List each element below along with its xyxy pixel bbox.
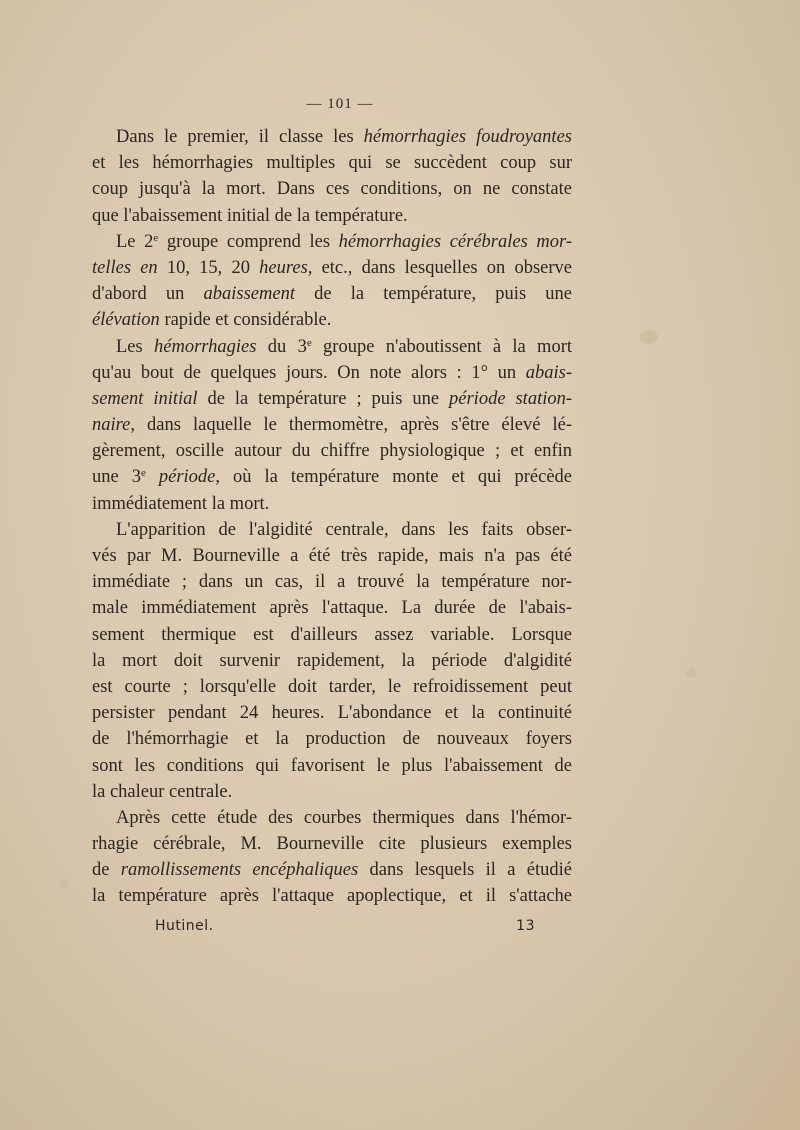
italic-phrase: période station- bbox=[449, 388, 573, 409]
text-line bbox=[92, 779, 572, 805]
text-run: immédiatement la mort. bbox=[92, 493, 270, 514]
italic-phrase: naire bbox=[92, 415, 131, 436]
footer-author: Hutinel. bbox=[155, 918, 214, 934]
text-line bbox=[92, 648, 572, 674]
text-run: groupe n'aboutissent à la mort bbox=[311, 336, 572, 357]
text-run: , où la température monte et qui précède bbox=[215, 467, 572, 488]
text-line bbox=[92, 412, 572, 438]
text-line bbox=[92, 726, 572, 752]
text-run: que l'abaissement initial de la température. bbox=[92, 205, 408, 226]
text-run: la chaleur centrale. bbox=[92, 781, 233, 802]
text-run: sont les conditions qui favorisent le plus l'abaissement de bbox=[92, 755, 572, 776]
superscript: e bbox=[306, 336, 312, 349]
italic-phrase: abaissement bbox=[203, 284, 295, 305]
italic-phrase: heures bbox=[259, 257, 308, 278]
text-line bbox=[92, 255, 572, 281]
text-run: est courte ; lorsqu'elle doit tarder, le refroidissement peut bbox=[92, 676, 572, 697]
text-line bbox=[92, 229, 572, 255]
text-line bbox=[92, 883, 572, 909]
page-footer bbox=[155, 918, 535, 940]
superscript: e bbox=[153, 231, 159, 244]
text-run: groupe comprend les bbox=[158, 231, 339, 252]
text-line bbox=[92, 517, 572, 543]
italic-phrase: hémorrhagies cérébrales mor- bbox=[338, 231, 573, 252]
italic-phrase: telles en bbox=[92, 257, 158, 278]
page-number: — 101 — bbox=[306, 96, 374, 112]
italic-phrase: élévation bbox=[92, 310, 160, 331]
text-line bbox=[92, 307, 572, 333]
text-run: du 3 bbox=[256, 336, 307, 357]
text-run: 10, 15, 20 bbox=[157, 257, 260, 278]
paper-stain bbox=[640, 330, 658, 344]
text-run: persister pendant 24 heures. L'abondance et la continuité bbox=[92, 703, 572, 724]
superscript: e bbox=[140, 467, 146, 480]
text-run: immédiate ; dans un cas, il a trouvé la température nor- bbox=[92, 572, 572, 593]
text-run: Le 2 bbox=[116, 231, 154, 252]
text-run: Après cette étude des courbes thermiques dans l'hémor- bbox=[116, 807, 572, 828]
text-line bbox=[92, 438, 572, 464]
text-run bbox=[146, 467, 159, 487]
text-run: L'apparition de l'algidité centrale, dans les faits obser- bbox=[116, 519, 572, 540]
text-run: une 3 bbox=[92, 467, 141, 488]
text-run: et les hémorrhagies multiples qui se succèdent coup sur bbox=[92, 153, 572, 174]
text-run: Les bbox=[116, 336, 155, 357]
text-line bbox=[92, 281, 572, 307]
italic-phrase: hémorrhagies foudroyantes bbox=[363, 127, 572, 147]
italic-phrase: hémorrhagies bbox=[154, 336, 257, 357]
text-run: rapide et considérable. bbox=[159, 310, 332, 331]
text-line bbox=[92, 543, 572, 569]
text-run: de la température, puis une bbox=[294, 284, 572, 305]
text-run: coup jusqu'à la mort. Dans ces conditions, on ne constate bbox=[92, 179, 572, 200]
italic-phrase: sement initial bbox=[92, 388, 198, 409]
text-line bbox=[92, 700, 572, 726]
text-run: rhagie cérébrale, M. Bourneville cite plusieurs exemples bbox=[92, 834, 572, 855]
text-run: de l'hémorrhagie et la production de nouveaux foyers bbox=[92, 729, 572, 750]
text-run: male immédiatement après l'attaque. La durée de l'abais- bbox=[92, 598, 572, 619]
italic-phrase: période bbox=[158, 467, 216, 488]
text-run: , dans laquelle le thermomètre, après s'être élevé lé- bbox=[130, 415, 572, 436]
text-run: de la température ; puis une bbox=[197, 388, 450, 409]
text-line bbox=[92, 150, 572, 176]
text-line bbox=[92, 805, 572, 831]
text-line bbox=[92, 831, 572, 857]
text-run: , etc., dans lesquelles on observe bbox=[307, 257, 572, 278]
text-run: la mort doit survenir rapidement, la période d'algidité bbox=[92, 650, 572, 671]
text-line bbox=[92, 176, 572, 202]
text-line bbox=[92, 569, 572, 595]
text-run: d'abord un bbox=[92, 284, 204, 305]
text-run: de bbox=[92, 860, 121, 881]
text-line bbox=[92, 203, 572, 229]
text-line bbox=[92, 595, 572, 621]
paper-stain bbox=[686, 668, 696, 678]
text-line bbox=[92, 622, 572, 648]
text-line bbox=[92, 360, 572, 386]
text-line bbox=[92, 386, 572, 412]
text-run: dans lesquels il a étudié bbox=[358, 860, 572, 881]
text-line bbox=[92, 674, 572, 700]
text-run: gèrement, oscille autour du chiffre physiologique ; et enfin bbox=[92, 441, 572, 462]
text-line bbox=[92, 753, 572, 779]
text-run: qu'au bout de quelques jours. On note alors : 1° un bbox=[92, 362, 526, 383]
text-line bbox=[92, 124, 572, 150]
body-text bbox=[92, 124, 572, 910]
signature-mark: 13 bbox=[516, 918, 535, 934]
text-line bbox=[92, 491, 572, 517]
paper-stain bbox=[60, 880, 68, 888]
text-run: la température après l'attaque apoplectique, et il s'attache bbox=[92, 886, 572, 907]
italic-phrase: ramollissements encéphaliques bbox=[120, 860, 359, 881]
text-run: vés par M. Bourneville a été très rapide, mais n'a pas été bbox=[92, 546, 572, 566]
text-run: Dans le premier, il classe les bbox=[116, 127, 364, 147]
text-line bbox=[92, 464, 572, 490]
text-run: sement thermique est d'ailleurs assez variable. Lorsque bbox=[92, 624, 572, 645]
text-line bbox=[92, 857, 572, 883]
italic-phrase: abais- bbox=[525, 362, 572, 383]
text-line bbox=[92, 334, 572, 360]
